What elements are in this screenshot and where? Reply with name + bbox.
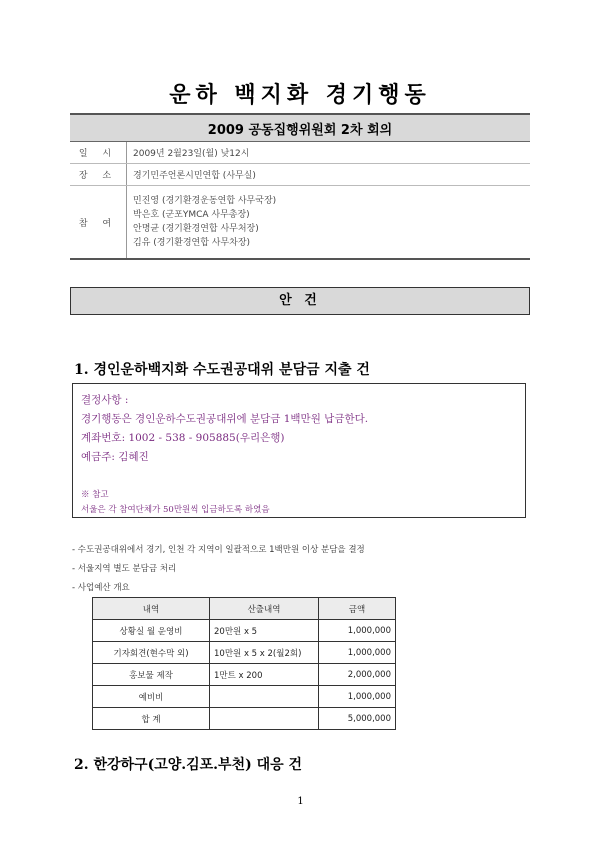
- table-cell: 1,000,000: [319, 642, 396, 664]
- page-number: 1: [297, 796, 304, 807]
- table-cell: 상황실 월 운영비: [93, 620, 210, 642]
- table-header: 금액: [319, 598, 396, 620]
- attendee: 박은호 (군포YMCA 사무총장): [133, 210, 250, 220]
- table-cell: [210, 708, 319, 730]
- document-title: 운하 백지화 경기행동: [169, 83, 431, 108]
- table-cell: [210, 686, 319, 708]
- list-item: - 서울지역 별도 분담금 처리: [72, 564, 177, 574]
- notes-list: [72, 541, 365, 598]
- attendee: 김유 (경기환경연합 사무차장): [133, 238, 251, 248]
- date-value: 2009년 2월23일(월) 낮12시: [127, 142, 531, 164]
- table-row: [93, 686, 396, 708]
- table-cell: 2,000,000: [319, 664, 396, 686]
- table-cell: 20만원 x 5: [210, 620, 319, 642]
- table-row: [93, 620, 396, 642]
- attendee: 안명균 (경기환경연합 사무처장): [133, 224, 259, 234]
- meeting-info-table: [70, 113, 530, 260]
- note-label: ※ 참고: [81, 490, 109, 500]
- decision-label: 결정사항 :: [81, 394, 129, 406]
- attendee: 민진영 (경기환경운동연합 사무국장): [133, 196, 277, 206]
- attendees-label: 참 여: [70, 186, 127, 260]
- agenda-header: 안 건: [70, 287, 530, 315]
- place-label: 장 소: [70, 164, 127, 186]
- attendees-list: [127, 186, 531, 260]
- table-cell: 홍보물 제작: [93, 664, 210, 686]
- decision-box: [72, 383, 526, 518]
- budget-table: [92, 597, 396, 730]
- table-header: 내역: [93, 598, 210, 620]
- decision-text: 경기행동은 경인운하수도권공대위에 분담금 1백만원 납금한다.: [81, 413, 369, 425]
- table-cell: 기자회견(현수막 외): [93, 642, 210, 664]
- table-cell: 1,000,000: [319, 620, 396, 642]
- account-number: 계좌번호: 1002 - 538 - 905885(우리은행): [81, 432, 285, 444]
- meeting-heading: 2009 공동집행위원회 2차 회의: [70, 114, 530, 142]
- table-row: [93, 642, 396, 664]
- list-item: - 수도권공대위에서 경기, 인천 각 지역이 일괄적으로 1백만원 이상 분담을 결정: [72, 545, 365, 555]
- table-cell: 예비비: [93, 686, 210, 708]
- table-cell: 1만트 x 200: [210, 664, 319, 686]
- section-2-heading: 2. 한강하구(고양.김포.부천) 대응 건: [74, 757, 303, 773]
- table-cell: 5,000,000: [319, 708, 396, 730]
- table-row: [93, 708, 396, 730]
- table-cell: 1,000,000: [319, 686, 396, 708]
- table-cell: 합 계: [93, 708, 210, 730]
- table-header: 산출내역: [210, 598, 319, 620]
- list-item: - 사업예산 개요: [72, 583, 130, 593]
- section-1-heading: 1. 경인운하백지화 수도권공대위 분담금 지출 건: [74, 362, 370, 378]
- account-holder: 예금주: 김혜진: [81, 451, 149, 463]
- table-cell: 10만원 x 5 x 2(월2회): [210, 642, 319, 664]
- table-row: [93, 664, 396, 686]
- note-text: 서울은 각 참여단체가 50만원씩 입금하도록 하였음: [81, 505, 270, 515]
- date-label: 일 시: [70, 142, 127, 164]
- place-value: 경기민주언론시민연합 (사무실): [127, 164, 531, 186]
